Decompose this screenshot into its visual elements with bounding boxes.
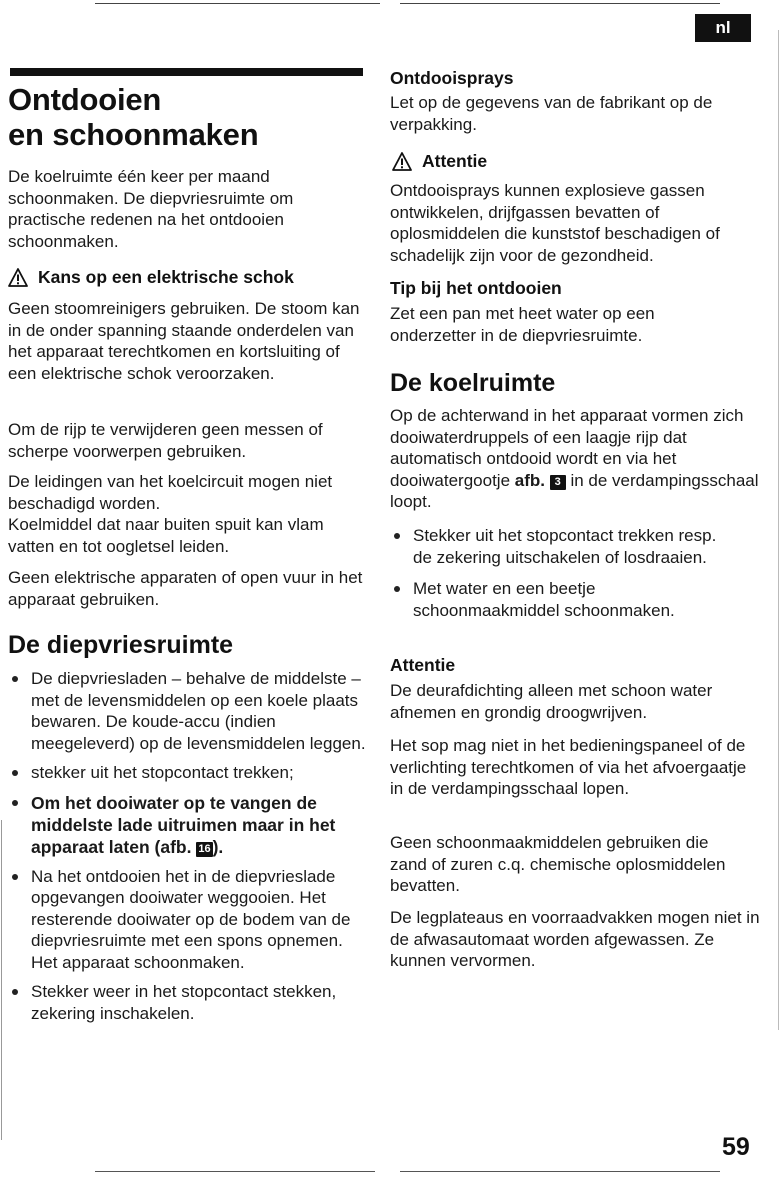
language-badge: nl [695,14,751,42]
attention-text: Ontdooisprays kunnen explosieve gassen ontwikkelen, drijfgassen bevatten of oplosmiddelen die kunststof beschadigen of schadelijk zijn voor de gezondheid. [390,181,720,265]
freezer-heading: De diepvriesruimte [8,631,234,659]
intro-paragraph: De koelruimte één keer per maand schoonmaken. De diepvriesruimte om practische redenen na het ontdooien schoonmaken. [8,167,294,251]
spray-heading: Ontdooisprays [390,68,514,88]
warning-triangle-icon [392,152,412,171]
fridge-text: Op de achterwand in het apparaat vormen zich dooiwaterdruppels of een laagje rijp dat automatisch ontdooid wordt en via het dooiwatergootje afb. 3 in de verdampingsschaal loopt. [390,406,759,511]
fire-paragraph: Geen elektrische apparaten of open vuur in het apparaat gebruiken. [8,568,363,609]
left-margin-rule [1,820,2,1140]
warning-triangle-icon [8,268,28,287]
heading-rule [10,68,363,76]
attention2-heading: Attentie [390,655,456,675]
attention2-text: De deurafdichting alleen met schoon water afnemen en grondig droogwrijven. [390,681,713,722]
page-number: 59 [722,1133,750,1161]
page-title-line1: Ontdooien [8,82,162,117]
warning-text: Geen stoomreinigers gebruiken. De stoom kan in de onder spanning staande onderdelen van het apparaat terechtkomen en kortsluiting of een elektrische schok veroorzaken. [8,299,360,383]
figure-ref-16: 16 [198,842,211,855]
freezer-item-3: Om het dooiwater op te vangen de middelste lade uitruimen maar in het apparaat laten (afb. 16 ). [8,792,370,858]
fridge-item-2: Met water en een beetje schoonmaakmiddel schoonmaken. [390,578,730,621]
page-title-line2: en schoonmaken [8,117,259,152]
bottom-rule-right [400,1171,720,1172]
ice-removal-paragraph: Om de rijp te verwijderen geen messen of scherpe voorwerpen gebruiken. [8,420,323,461]
page-title [8,82,258,152]
pipes-paragraph-2: Koelmiddel dat naar buiten spuit kan vlam vatten en tot oogletsel leiden. [8,515,324,556]
spray-text: Let op de gegevens van de fabrikant op de verpakking. [390,93,713,134]
warning-heading-text: Kans op een elektrische schok [38,267,294,287]
figure-ref-3: 3 [550,475,566,490]
warning-heading-electric [8,266,294,288]
attention-heading-text: Attentie [422,151,488,171]
freezer-item-2: stekker uit het stopcontact trekken; [8,762,370,784]
attention-heading [392,150,487,172]
freezer-item-1: De diepvriesladen – behalve de middelste – met de levensmiddelen op een koele plaats bewaren. De koude-accu (indien meegeleverd) op de levensmiddelen leggen. [8,668,370,754]
freezer-item-4: Na het ontdooien het in de diepvrieslade opgevangen dooiwater weggooien. Het resterende dooiwater op de bodem van de diepvriesruimte met een spons opnemen. Het apparaat schoonmaken. [8,866,370,974]
fridge-item-1: Stekker uit het stopcontact trekken resp. de zekering uitschakelen of losdraaien. [390,525,730,568]
soap-paragraph: Het sop mag niet in het bedieningspaneel of de verlichting terechtkomen of via het afvoergaatje in de verdampingsschaal lopen. [390,736,747,798]
fridge-heading: De koelruimte [390,369,556,397]
shelves-paragraph: De legplateaus en voorraadvakken mogen niet in de afwasautomaat worden afgewassen. Ze kunnen vervormen. [390,908,760,970]
freezer-list [8,668,370,1024]
top-rule-right [400,3,720,4]
cleaning-agents-paragraph: Geen schoonmaakmiddelen gebruiken die zand of zuren c.q. chemische oplosmiddelen bevatten. [390,833,726,895]
fridge-list [390,525,730,621]
freezer-item-5: Stekker weer in het stopcontact stekken, zekering inschakelen. [8,981,370,1024]
figure-word: afb. [514,470,545,490]
bottom-rule-left [95,1171,375,1172]
tip-text: Zet een pan met heet water op een onderzetter in de diepvriesruimte. [390,304,655,345]
pipes-paragraph-1: De leidingen van het koelcircuit mogen niet beschadigd worden. [8,472,333,513]
top-rule-left [95,3,380,4]
tip-heading: Tip bij het ontdooien [390,278,562,298]
right-margin-rule [778,30,779,1030]
